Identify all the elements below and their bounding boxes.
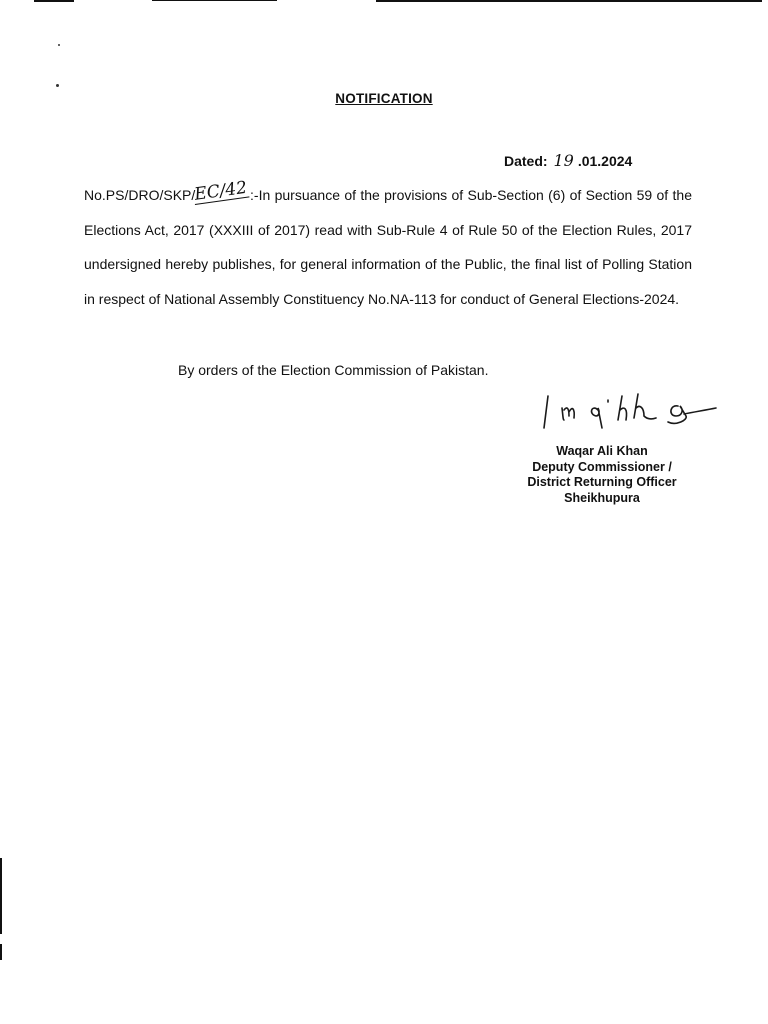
notification-title: NOTIFICATION: [335, 91, 433, 106]
reference-handwritten-number: EC/42: [193, 177, 249, 205]
scan-edge-mark: [0, 944, 2, 960]
date-month-year: .01.2024: [577, 153, 633, 169]
body-paragraph: :-In pursuance of the provisions of Sub-Section (6) of Section 59 of the Elections Act, 2017 (XXXIII of 2017) read with Sub-Rule 4 of Rule 50 of the Election Rules, 2017 undersigned hereby publishes, for general information of the Public, the final list of Polling Station in respect of National Assembly Constituency No.NA-113 for conduct of General Elections-2024.: [84, 187, 692, 307]
scan-edge-mark: [152, 0, 277, 1]
scan-edge-mark: [376, 0, 762, 2]
scan-speck: [56, 84, 59, 87]
handwritten-signature: [536, 386, 736, 434]
scan-speck: [58, 44, 60, 46]
reference-prefix: No.PS/DRO/SKP/: [84, 187, 196, 203]
orders-line: By orders of the Election Commission of Pakistan.: [178, 362, 489, 378]
notification-body: [84, 178, 692, 316]
signatory-location: Sheikhupura: [564, 490, 640, 505]
date-line: [504, 151, 632, 170]
signatory-name: Waqar Ali Khan: [556, 444, 648, 458]
signatory-block: [492, 444, 712, 506]
date-label: Dated:: [504, 153, 548, 169]
date-day-handwritten: 19: [553, 151, 574, 170]
scan-edge-mark: [34, 0, 74, 2]
signatory-designation: District Returning Officer: [527, 475, 677, 489]
signatory-designation: Deputy Commissioner /: [532, 459, 672, 474]
scan-edge-mark: [0, 858, 2, 934]
